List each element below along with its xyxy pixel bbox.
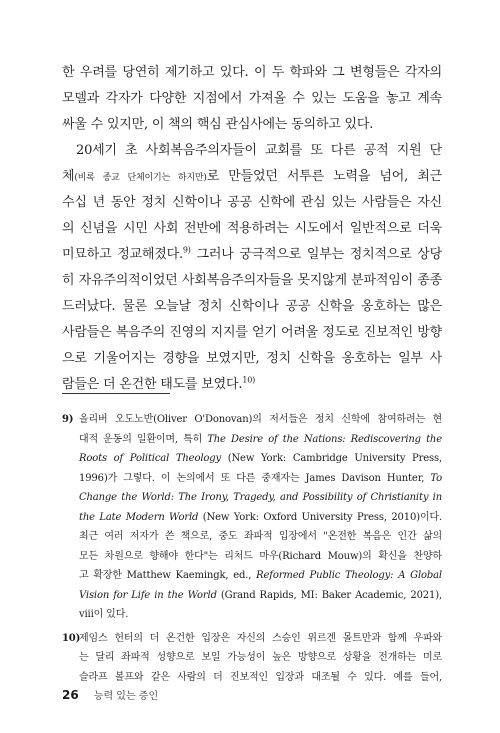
body-line: 으로 기울어지는 경향을 보였지만, 정치 신학을 옹호하는 일부 사 (62, 351, 442, 366)
footnotes (62, 410, 442, 687)
body-text-run: 체 (62, 169, 75, 184)
footnote-line (62, 566, 442, 586)
footnote-text: 1996)가 그렇다. 이 논의에서 또 다른 중재자는 James Davison Hunter, (79, 472, 431, 484)
footnote-ref-10[interactable]: 10) (242, 375, 256, 385)
footnote-line (62, 508, 442, 528)
footnote-text: 모든 차원으로 향해야 한다"는 리처드 마우(Richard Mouw)의 확신을 찬양하 (79, 550, 442, 562)
footnote-text: 제임스 헌터의 더 온건한 입장은 자신의 스승인 위르겐 몰트만과 함께 우파와 (79, 632, 442, 644)
footnote-ref-9[interactable]: 9) (182, 245, 191, 255)
body-line (62, 372, 442, 398)
footnote-text: 는 달리 좌파적 성향으로 보일 가능성이 높은 방향으로 상황을 전개하는 미로 (79, 652, 442, 663)
body-line: 히 자유주의적이었던 사회복음주의자들을 못지않게 분파적임이 종종 (62, 273, 442, 288)
book-title: Change the World: The Irony, Tragedy, and Possibility of Christianity in (79, 492, 442, 503)
running-title: 능력 있는 증인 (93, 691, 159, 702)
footnote-line (62, 605, 442, 625)
body-line (62, 242, 442, 268)
body-line: 의 신념을 시민 사회 전반에 적용하려는 시도에서 일반적으로 더욱 (62, 221, 442, 236)
body-line: 모델과 각자가 다양한 지점에서 가져올 수 있는 도움을 놓고 계속 (62, 91, 442, 106)
footnote-line (62, 430, 442, 450)
book-title: the Late Modern World (79, 511, 199, 523)
footnote-line (62, 547, 442, 567)
book-title: To (430, 472, 442, 484)
footnote-line (62, 586, 442, 606)
book-title: Reformed Public Theology: A Global (256, 570, 442, 581)
body-text-run: 람들은 더 온건한 태도를 보였다. (62, 377, 243, 392)
footnote-text: (New York: Oxford University Press, 2010)이다. (198, 511, 442, 523)
body-line: 드러났다. 물론 오늘날 정치 신학이나 공공 신학을 옹호하는 많은 (62, 299, 442, 314)
footnote-text: (New York: Cambridge University Press, (221, 453, 442, 464)
footnote-line (62, 648, 442, 668)
footnote-9 (62, 410, 442, 430)
footnote-divider (62, 393, 170, 394)
body-text (62, 60, 442, 398)
body-line: 싸울 수 있지만, 이 책의 핵심 관심사에는 동의하고 있다. (62, 117, 374, 132)
footnote-line (62, 527, 442, 547)
footnote-line (62, 469, 442, 489)
footnote-text: 올리버 오도노반(Oliver O'Donovan)의 저서들은 정치 신학에 참여하려는 현 (79, 414, 442, 425)
body-line: 수십 년 동안 정치 신학이나 공공 신학에 관심 있는 사람들은 자신 (62, 195, 442, 210)
body-line (62, 164, 442, 190)
page-footer (62, 684, 158, 703)
body-line: 사람들은 복음주의 진영의 지지를 얻기 어려울 정도로 진보적인 방향 (62, 325, 442, 340)
footnote-line (62, 449, 442, 469)
footnote-text: viii이 있다. (79, 609, 129, 620)
body-text-run: 미묘하고 정교해졌다. (62, 247, 183, 262)
parenthetical-note: (비록 종교 단체이기는 하지만) (74, 173, 207, 183)
footnote-number: 9) (62, 414, 74, 425)
footnote-text: (Grand Rapids, MI: Baker Academic, 2021), (216, 589, 442, 601)
footnote-text: 대적 운동의 일환이며, 특히 (79, 433, 208, 445)
book-title: Roots of Political Theology (79, 453, 221, 464)
footnote-line (62, 488, 442, 508)
page-number: 26 (62, 688, 79, 702)
body-line: 20세기 초 사회복음주의자들이 교회를 또 다른 공적 지원 단 (76, 143, 442, 158)
book-title: The Desire of the Nations: Rediscovering the (207, 433, 442, 445)
body-text-run: 로 만들었던 서투른 노력을 넘어, 최근 (206, 169, 442, 184)
footnote-text: 고 확장한 Matthew Kaemingk, ed., (79, 570, 257, 581)
body-text-run: 그러나 궁극적으로 일부는 정치적으로 상당 (190, 247, 442, 262)
footnote-10 (62, 629, 442, 649)
footnote-text: 슬라프 볼프와 같은 사람의 더 진보적인 입장과 대조될 수 있다. 예를 들어, (79, 671, 442, 683)
footnote-text: 최근 여러 저자가 쓴 책으로, 중도 좌파적 입장에서 "온전한 복음은 인간 삶의 (79, 531, 442, 542)
body-line: 한 우려를 당연히 제기하고 있다. 이 두 학파와 그 변형들은 각자의 (62, 65, 442, 80)
book-title: Vision for Life in the World (79, 589, 217, 601)
footnote-number: 10) (62, 632, 81, 644)
